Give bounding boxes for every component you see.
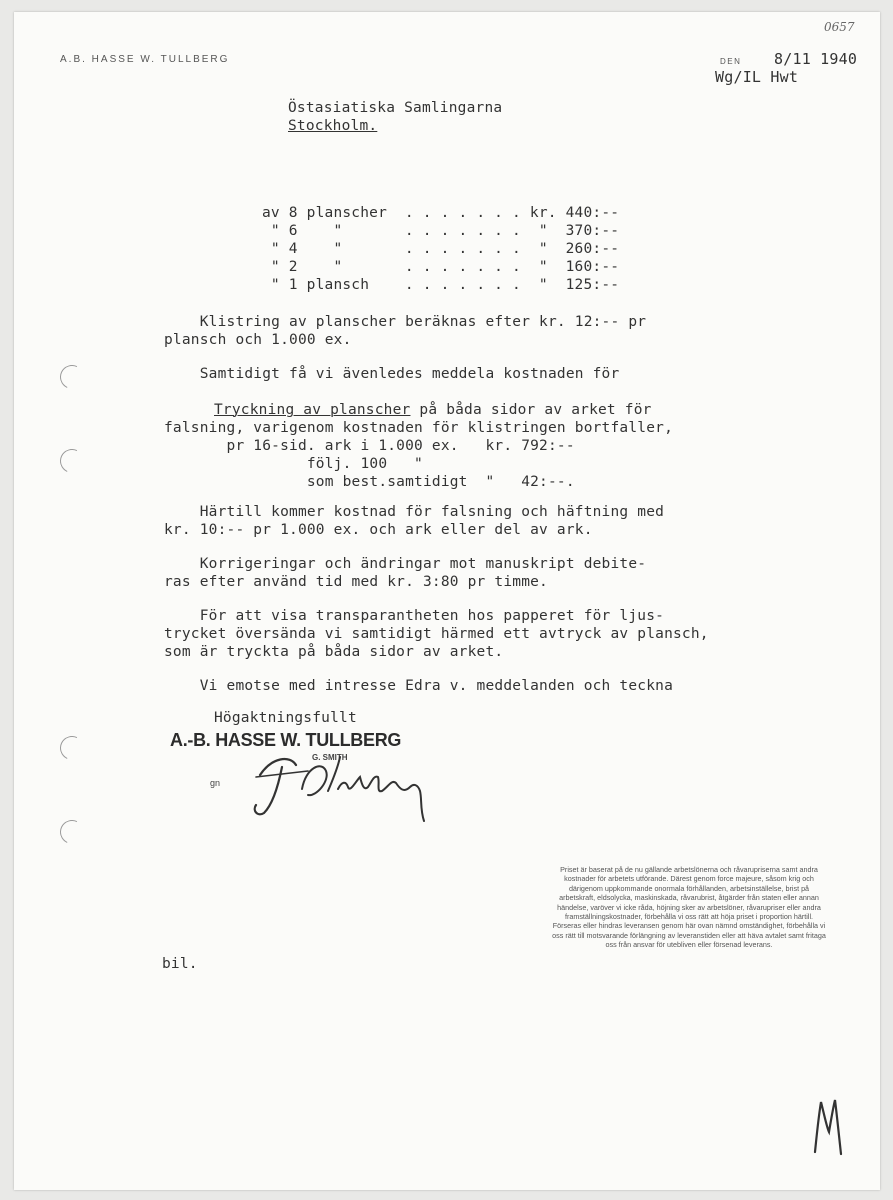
signature — [242, 747, 442, 827]
paragraph-line: falsning, varigenom kostnaden för klistringen bortfaller, — [164, 420, 673, 436]
paragraph-line: följ. 100 " — [164, 456, 423, 472]
paragraph-line: plansch och 1.000 ex. — [164, 332, 352, 348]
price-row: " 2 " . . . . . . . " 160:-- — [262, 259, 620, 275]
date-label: DEN — [720, 57, 742, 66]
price-row: av 8 planscher . . . . . . . kr. 440:-- — [262, 205, 620, 221]
recipient-name: Östasiatiska Samlingarna — [288, 100, 503, 116]
paragraph-line: som är tryckta på båda sidor av arket. — [164, 644, 504, 660]
paragraph-line: kr. 10:-- pr 1.000 ex. och ark eller del av ark. — [164, 522, 593, 538]
gn-marker: gn — [210, 778, 221, 788]
paragraph-line — [214, 402, 652, 418]
recipient-city: Stockholm. — [288, 118, 378, 134]
punch-hole — [57, 446, 88, 477]
letter-date: 8/11 1940 — [774, 50, 858, 68]
price-row: " 6 " . . . . . . . " 370:-- — [262, 223, 620, 239]
punch-hole — [57, 362, 88, 393]
paragraph-text: på båda sidor av arket för — [410, 402, 652, 418]
letter-page — [14, 12, 880, 1190]
company-stamp: A.-B. HASSE W. TULLBERG — [170, 730, 402, 750]
paragraph-line: Klistring av planscher beräknas efter kr. 12:-- pr — [164, 314, 647, 330]
price-row: " 4 " . . . . . . . " 260:-- — [262, 241, 620, 257]
archive-number: 0657 — [824, 20, 855, 34]
company-letterhead: A.B. HASSE W. TULLBERG — [60, 54, 230, 65]
closing-greeting: Högaktningsfullt — [214, 710, 357, 726]
initials-mark — [809, 1092, 849, 1162]
stamp-subline: G. SMITH — [312, 753, 348, 762]
punch-hole — [57, 817, 88, 848]
paragraph-line: Samtidigt få vi ävenledes meddela kostnaden för — [164, 366, 620, 382]
price-row: " 1 plansch . . . . . . . " 125:-- — [262, 277, 620, 293]
paragraph-line: ras efter använd tid med kr. 3:80 pr timme. — [164, 574, 548, 590]
paragraph-line: pr 16-sid. ark i 1.000 ex. kr. 792:-- — [164, 438, 575, 454]
enclosure-note: bil. — [162, 956, 198, 972]
paragraph-line: Härtill kommer kostnad för falsning och häftning med — [164, 504, 665, 520]
paragraph-line: För att visa transparantheten hos papperet för ljus- — [164, 608, 665, 624]
paragraph-line: Korrigeringar och ändringar mot manuskript debite- — [164, 556, 647, 572]
reference-code: Wg/IL Hwt — [715, 68, 799, 86]
terms-fine-print: Priset är baserat på de nu gällande arbetslönerna och råvarupriserna samt andra kostnader för arbetets utförande. Därest genom force majeure, såsom krig och därigenom uppkommande onormala förhållanden, arbetsinställelse, brist på arbetskraft, eldsolycka, maskinskada, råvarubrist, åtgärder från staten eller annan händelse, varöver vi icke råda, höjning sker av arbetslöner, råvarupriser eller andra framställningskostnader, förbehålla vi oss rätt att höja priset i proportion härtill. Förseras eller hindras leveransen genom här ovan nämnd omständighet, förbehålla vi oss rätt till motsvarande förlängning av leveranstiden eller att häva avtalet samt fritaga oss från ansvar för utebliven eller försenad leverans. — [552, 865, 826, 950]
printing-heading: Tryckning av planscher — [214, 402, 411, 418]
paragraph-line: trycket översända vi samtidigt härmed ett avtryck av plansch, — [164, 626, 709, 642]
paragraph-line: Vi emotse med intresse Edra v. meddelanden och teckna — [164, 678, 673, 694]
paragraph-line: som best.samtidigt " 42:--. — [164, 474, 575, 490]
punch-hole — [57, 733, 88, 764]
